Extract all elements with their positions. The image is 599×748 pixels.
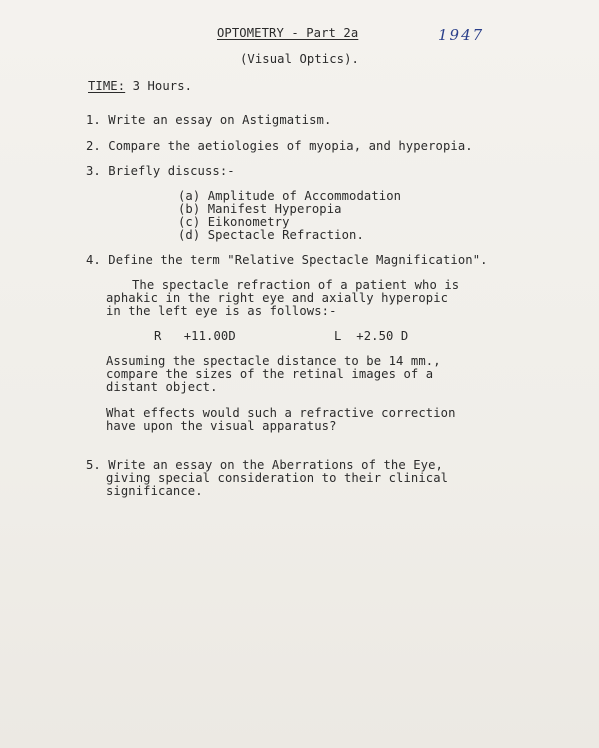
time-value: 3 Hours. (132, 79, 193, 93)
question-3-item-a: (a) Amplitude of Accommodation (178, 189, 402, 203)
q4-para1-line3: in the left eye is as follows:- (106, 304, 337, 318)
q4-para1-line1: The spectacle refraction of a patient who is (132, 278, 460, 292)
q4-para3-line1: What effects would such a refractive correction (106, 406, 456, 420)
question-4: 4. Define the term "Relative Spectacle Magnification". (86, 253, 488, 267)
question-3-item-c: (c) Eikonometry (178, 215, 290, 229)
q4-para2-line2: compare the sizes of the retinal images of a (106, 367, 434, 381)
exam-subtitle: (Visual Optics). (240, 52, 359, 66)
question-1: 1. Write an essay on Astigmatism. (86, 113, 332, 127)
q4-para3-line2: have upon the visual apparatus? (106, 419, 337, 433)
question-5-line2: giving special consideration to their clinical (106, 471, 449, 485)
q4-para2-line3: distant object. (106, 380, 218, 394)
q4-para2-line1: Assuming the spectacle distance to be 14 mm., (106, 354, 441, 368)
question-3-item-b: (b) Manifest Hyperopia (178, 202, 342, 216)
question-3: 3. Briefly discuss:- (86, 164, 235, 178)
question-5-line1: 5. Write an essay on the Aberrations of the Eye, (86, 458, 443, 472)
time-allowed (88, 80, 192, 93)
rx-right-eye: R +11.00D (154, 329, 236, 343)
rx-left-eye: L +2.50 D (334, 329, 409, 343)
exam-title: OPTOMETRY - Part 2a (217, 26, 359, 40)
time-label: TIME: (88, 79, 126, 93)
question-5-line3: significance. (106, 484, 203, 498)
q4-para1-line2: aphakic in the right eye and axially hyperopic (106, 291, 449, 305)
handwritten-year: 1947 (438, 26, 485, 44)
question-2: 2. Compare the aetiologies of myopia, and hyperopia. (86, 139, 473, 153)
question-3-item-d: (d) Spectacle Refraction. (178, 228, 364, 242)
